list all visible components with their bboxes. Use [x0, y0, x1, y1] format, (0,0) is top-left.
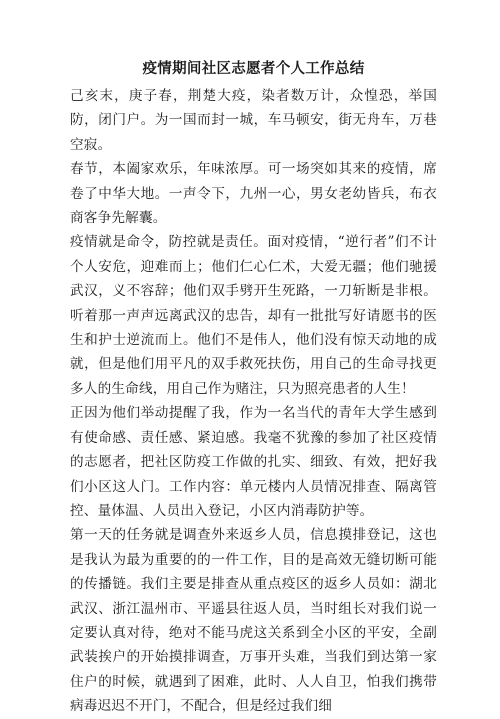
paragraph-5: 第一天的任务就是调查外来返乡人员，信息摸排登记，这也是我认为最为重要的的一件工作，目的是高效无缝切断可能的传播链。我们主要是排查从重点疫区的返乡人员如：湖北武汉、浙江温州市、平遥县往返人员，当时组长对我们说一定要认真对待，绝对不能马虎这关系到全小区的平安，全副武装挨户的开始摸排调查，万事开头难，当我们到达第一家住户的时候，就遇到了困难，此时、人人自卫，怕我们携带病毒迟迟不开门，不配合，但是经过我们细	[70, 527, 437, 715]
paragraph-4: 正因为他们举动提醒了我，作为一名当代的青年大学生感到有使命感、责任感、紧迫感。我毫不犹豫的参加了社区疫情的志愿者，把社区防疫工作做的扎实、细致、有效，把好我们小区这人门。工作内容：单元楼内人员情况排查、隔离管控、量体温、人员出入登记，小区内消毒防护等。	[70, 405, 437, 519]
document-body	[70, 84, 437, 719]
paragraph-3: 疫情就是命令，防控就是责任。面对疫情，“逆行者”们不计个人安危，迎难而上；他们仁心仁术，大爱无疆；他们驰援武汉，义不容辞；他们双手劈开生死路，一刀斩断是非根。听着那一声声远离武汉的忠告，却有一批批写好请愿书的医生和护士逆流而上。他们不是伟人，他们没有惊天动地的成就，但是他们用平凡的双手救死扶伤，用自己的生命寻找更多人的生命线，用自己作为赌注，只为照亮患者的人生！	[70, 234, 437, 397]
paragraph-1: 己亥末，庚子春，荆楚大疫，染者数万计，众惶恐，举国防，闭门户。为一国而封一城，车马顿安，街无舟车，万巷空寂。	[70, 88, 437, 153]
document-title: 疫情期间社区志愿者个人工作总结	[142, 61, 365, 77]
paragraph-2: 春节，本阖家欢乐，年味浓厚。可一场突如其来的疫情，席卷了中华大地。一声令下，九州一心，男女老幼皆兵，布衣商客争先解囊。	[70, 161, 437, 227]
